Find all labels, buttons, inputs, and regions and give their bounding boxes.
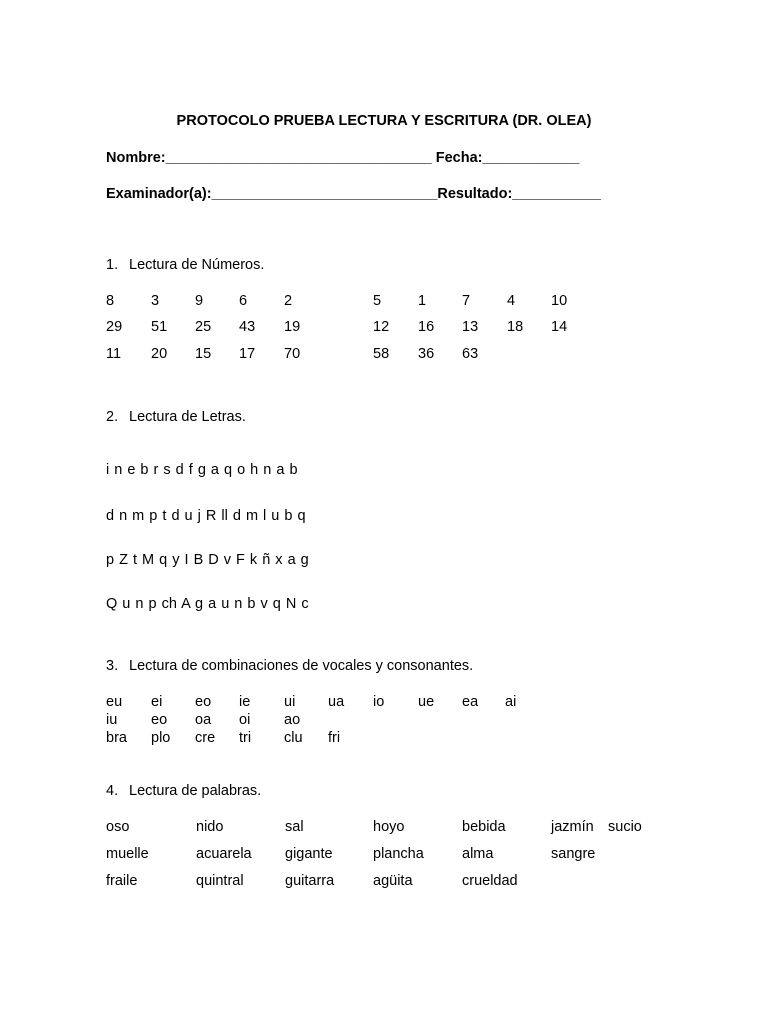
word-cell-r1-c5: bebida: [462, 819, 506, 835]
number-cell-r3-c4: 17: [239, 346, 256, 362]
word-cell-r1-c3: sal: [285, 819, 304, 835]
combination-cell-r2-c1: iu: [106, 712, 118, 728]
combination-cell-r1-c1: eu: [106, 694, 123, 710]
combination-cell-r2-c5: ao: [284, 712, 301, 728]
number-cell-r1-c7: 1: [418, 293, 427, 309]
combination-cell-r1-c10: ai: [505, 694, 517, 710]
word-cell-r2-c2: acuarela: [196, 846, 252, 862]
combination-cell-r1-c5: ui: [284, 694, 296, 710]
number-cell-r1-c10: 10: [551, 293, 568, 309]
word-cell-r3-c1: fraile: [106, 873, 138, 889]
number-cell-r2-c10: 14: [551, 319, 568, 335]
number-cell-r1-c5: 2: [284, 293, 293, 309]
letters-row-2: d n m p t d u j R ll d m l u b q: [106, 508, 306, 524]
section4-heading: [106, 783, 261, 799]
combination-cell-r2-c4: oi: [239, 712, 251, 728]
header-line-name-date: Nombre:_________________________________ Fecha:____________: [106, 150, 580, 166]
number-cell-r3-c6: 58: [373, 346, 390, 362]
number-cell-r1-c9: 4: [507, 293, 516, 309]
word-cell-r2-c4: plancha: [373, 846, 424, 862]
number-cell-r1-c2: 3: [151, 293, 160, 309]
section2-heading: [106, 409, 246, 425]
word-cell-r3-c4: agüita: [373, 873, 413, 889]
section3-heading: [106, 658, 473, 674]
word-cell-r1-c6: jazmín: [551, 819, 594, 835]
combination-cell-r3-c1: bra: [106, 730, 127, 746]
combination-cell-r1-c7: io: [373, 694, 385, 710]
section4-title: Lectura de palabras.: [129, 783, 262, 799]
number-cell-r2-c4: 43: [239, 319, 256, 335]
number-cell-r2-c1: 29: [106, 319, 123, 335]
letters-row-4: Q u n p ch A g a u n b v q N c: [106, 596, 309, 612]
section3-title: Lectura de combinaciones de vocales y consonantes.: [129, 658, 474, 674]
number-cell-r3-c3: 15: [195, 346, 212, 362]
number-cell-r2-c6: 12: [373, 319, 390, 335]
number-cell-r3-c1: 11: [106, 346, 122, 362]
combination-cell-r2-c2: eo: [151, 712, 168, 728]
combination-cell-r1-c4: ie: [239, 694, 251, 710]
combination-cell-r3-c4: tri: [239, 730, 252, 746]
word-cell-r2-c1: muelle: [106, 846, 149, 862]
letters-row-1: i n e b r s d f g a q o h n a b: [106, 462, 298, 478]
number-cell-r2-c2: 51: [151, 319, 168, 335]
number-cell-r1-c8: 7: [462, 293, 471, 309]
section2-number: 2.: [106, 409, 119, 425]
combination-cell-r1-c8: ue: [418, 694, 435, 710]
section3-number: 3.: [106, 658, 119, 674]
combination-cell-r1-c3: eo: [195, 694, 212, 710]
word-cell-r2-c3: gigante: [285, 846, 333, 862]
document-title: PROTOCOLO PRUEBA LECTURA Y ESCRITURA (DR. OLEA): [176, 113, 592, 129]
word-cell-r3-c2: quintral: [196, 873, 244, 889]
word-cell-r3-c3: guitarra: [285, 873, 335, 889]
combination-cell-r3-c5: clu: [284, 730, 303, 746]
header-line-examiner-result: Examinador(a):____________________________Resultado:___________: [106, 186, 601, 202]
combination-cell-r1-c9: ea: [462, 694, 479, 710]
section1-heading: [106, 257, 264, 273]
word-cell-r3-c5: crueldad: [462, 873, 518, 889]
section2-title: Lectura de Letras.: [129, 409, 246, 425]
section4-number: 4.: [106, 783, 119, 799]
word-cell-r2-c6: sangre: [551, 846, 596, 862]
word-cell-r1-c4: hoyo: [373, 819, 405, 835]
number-cell-r3-c2: 20: [151, 346, 168, 362]
word-cell-r1-c1: oso: [106, 819, 130, 835]
letters-row-3: p Z t M q y I B D v F k ñ x a g: [106, 552, 309, 568]
combination-cell-r1-c6: ua: [328, 694, 345, 710]
word-cell-r2-c5: alma: [462, 846, 494, 862]
number-cell-r2-c8: 13: [462, 319, 479, 335]
number-cell-r1-c6: 5: [373, 293, 382, 309]
combination-cell-r3-c2: plo: [151, 730, 171, 746]
number-cell-r2-c3: 25: [195, 319, 212, 335]
combination-cell-r3-c6: fri: [328, 730, 341, 746]
number-cell-r3-c5: 70: [284, 346, 301, 362]
number-cell-r1-c4: 6: [239, 293, 248, 309]
number-cell-r2-c5: 19: [284, 319, 301, 335]
number-cell-r2-c9: 18: [507, 319, 524, 335]
number-cell-r3-c7: 36: [418, 346, 435, 362]
word-cell-r1-c7: sucio: [608, 819, 642, 835]
number-cell-r1-c3: 9: [195, 293, 204, 309]
number-cell-r2-c7: 16: [418, 319, 435, 335]
combination-cell-r2-c3: oa: [195, 712, 212, 728]
section1-title: Lectura de Números.: [129, 257, 265, 273]
combination-cell-r3-c3: cre: [195, 730, 216, 746]
section1-number: 1.: [106, 257, 119, 273]
number-cell-r3-c8: 63: [462, 346, 479, 362]
number-cell-r1-c1: 8: [106, 293, 115, 309]
word-cell-r1-c2: nido: [196, 819, 224, 835]
combination-cell-r1-c2: ei: [151, 694, 163, 710]
